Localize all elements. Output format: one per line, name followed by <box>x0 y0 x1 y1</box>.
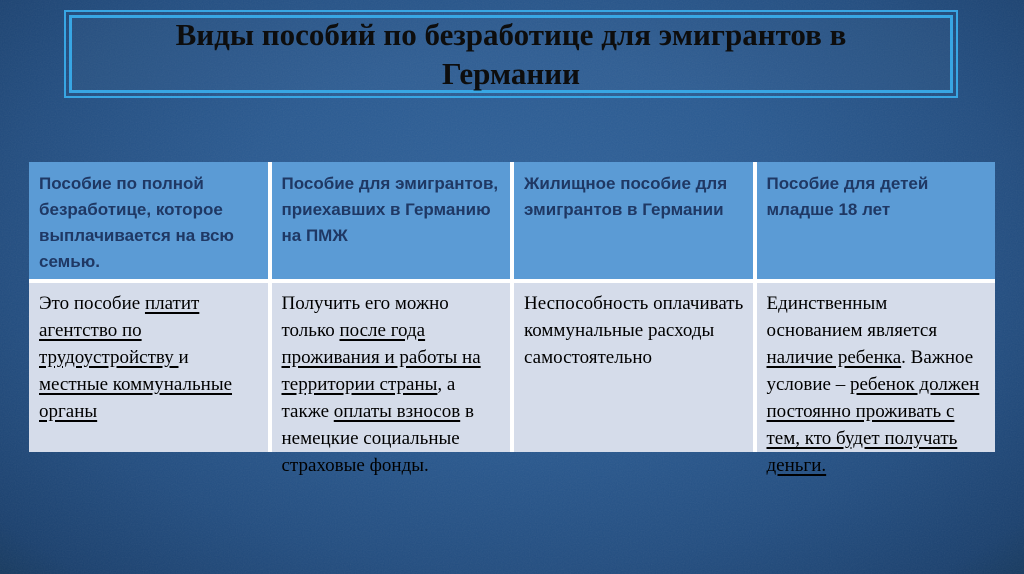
benefits-table <box>29 162 995 476</box>
header-cell-pmj-benefit: Пособие для эмигрантов, приехавших в Германию на ПМЖ <box>272 162 511 279</box>
header-cell-child-benefit: Пособие для детей младше 18 лет <box>757 162 996 279</box>
body-cell-family-benefit: Это пособие платит агентство по трудоустройству и местные коммунальные органы <box>29 283 268 452</box>
slide-title-line-1: Виды пособий по безработице для эмигрантов в <box>175 17 847 52</box>
title-box <box>69 15 953 93</box>
body-cell-housing-benefit: Неспособность оплачивать коммунальные расходы самостоятельно <box>514 283 753 452</box>
slide-title-line-2: Германии <box>442 56 580 91</box>
body-cell-child-benefit: Единственным основанием является наличие ребенка. Важное условие – ребенок должен постоянно проживать с тем, кто будет получать деньги. <box>757 283 996 452</box>
header-cell-housing-benefit: Жилищное пособие для эмигрантов в Германии <box>514 162 753 279</box>
header-cell-family-benefit: Пособие по полной безработице, которое выплачивается на всю семью. <box>29 162 268 279</box>
body-cell-pmj-benefit: Получить его можно только после года проживания и работы на территории страны, а также оплаты взносов в немецкие социальные страховые фонды. <box>272 283 511 452</box>
